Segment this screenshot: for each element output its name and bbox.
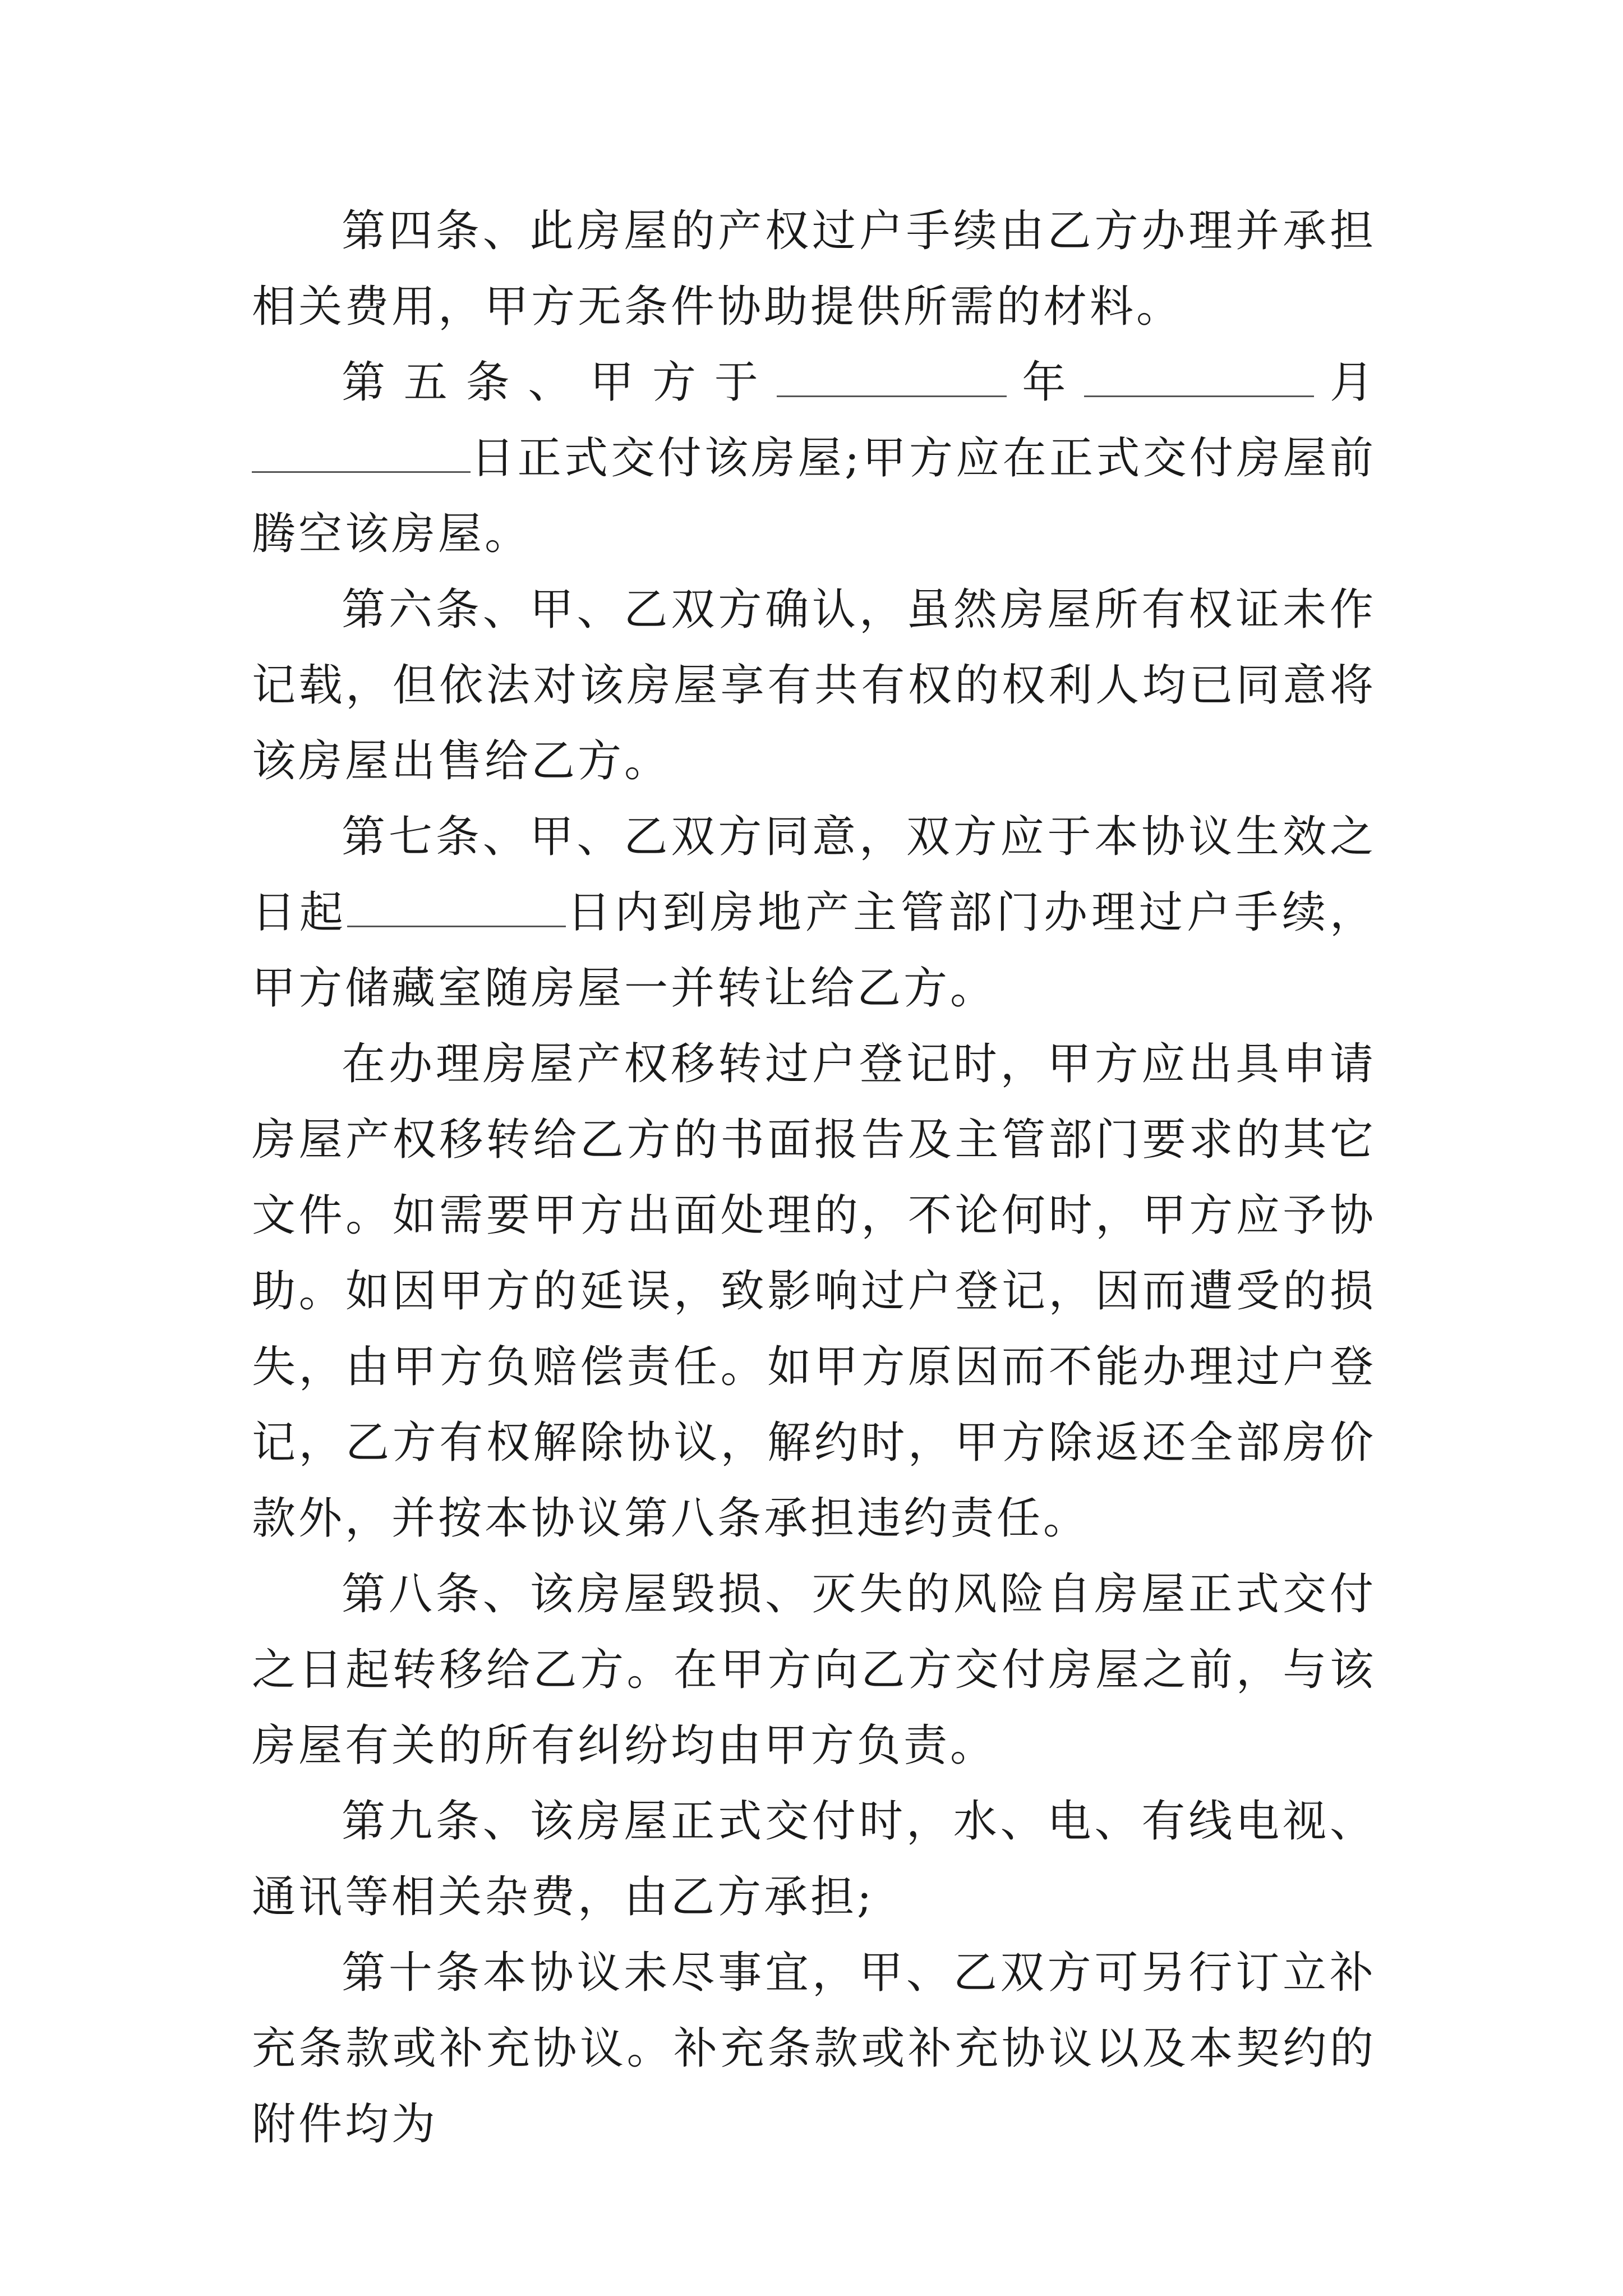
article-10: 第十条本协议未尽事宜，甲、乙双方可另行订立补充条款或补充协议。补充条款或补充协议以及本契约的附件均为	[252, 1948, 1376, 2150]
article-6: 第六条、甲、乙双方确认，虽然房屋所有权证未作记载，但依法对该房屋享有共有权的权利人均已同意将该房屋出售给乙方。	[252, 585, 1376, 786]
month-blank	[1084, 356, 1314, 397]
article-5	[252, 345, 1376, 572]
article-7-continued: 在办理房屋产权移转过户登记时，甲方应出具申请房屋产权移转给乙方的书面报告及主管部门要求的其它文件。如需要甲方出面处理的，不论何时，甲方应予协助。如因甲方的延误，致影响过户登记，因而遭受的损失，由甲方负赔偿责任。如甲方原因而不能办理过户登记，乙方有权解除协议，解约时，甲方除返还全部房价款外，并按本协议第八条承担违约责任。	[252, 1039, 1376, 1544]
article-7-text-b: 日内到房地产主管部门办理过户手续，甲方储藏室随房屋一并转让给乙方。	[252, 887, 1376, 1014]
document-body	[252, 194, 1376, 2162]
article-5-text-c: 月	[1314, 357, 1376, 408]
days-blank	[347, 886, 566, 927]
article-9: 第九条、该房屋正式交付时，水、电、有线电视、通讯等相关杂费，由乙方承担;	[252, 1796, 1376, 1922]
article-5-text-a: 第五条、甲方于	[342, 357, 777, 408]
year-blank	[777, 356, 1007, 397]
article-7-text-a: 第七条、甲、乙双方同意，双方应于本协议生效之日起	[252, 812, 1376, 938]
article-5-text-d: 日正式交付该房屋;甲方应在正式交付房屋前腾空该房屋。	[252, 433, 1376, 559]
article-4: 第四条、此房屋的产权过户手续由乙方办理并承担相关费用，甲方无条件协助提供所需的材料。	[252, 206, 1376, 332]
article-5-text-b: 年	[1006, 357, 1085, 408]
article-7	[252, 799, 1376, 1027]
day-blank	[252, 432, 471, 473]
article-8: 第八条、该房屋毁损、灭失的风险自房屋正式交付之日起转移给乙方。在甲方向乙方交付房屋之前，与该房屋有关的所有纠纷均由甲方负责。	[252, 1569, 1376, 1771]
